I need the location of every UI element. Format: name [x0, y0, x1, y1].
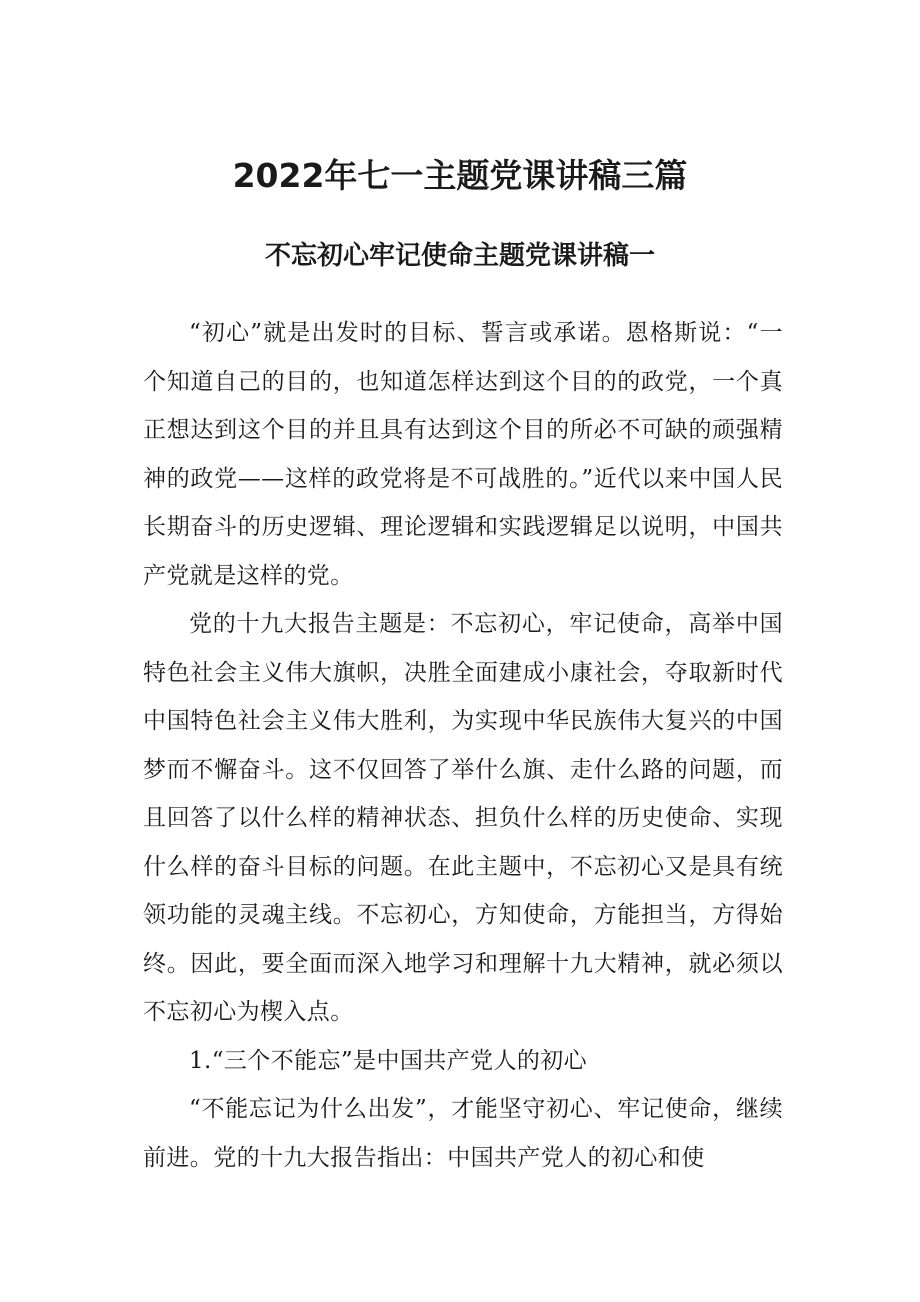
section-heading-three-musts: 1.“三个不能忘”是中国共产党人的初心	[189, 1047, 588, 1074]
document-title: 2022年七一主题党课讲稿三篇	[232, 156, 688, 195]
paragraph-19th-congress-theme: 党的十九大报告主题是：不忘初心，牢记使命，高举中国特色社会主义伟大旗帜，决胜全面建成小康社会，夺取新时代中国特色社会主义伟大胜利，为实现中华民族伟大复兴的中国梦而不懈奋斗。这不仅回答了举什么旗、走什么路的问题，而且回答了以什么样的精神状态、担负什么样的历史使命、实现什么样的奋斗目标的问题。在此主题中，不忘初心又是具有统领功能的灵魂主线。不忘初心，方知使命，方能担当，方得始终。因此，要全面而深入地学习和理解十九大精神，就必须以不忘初心为楔入点。	[143, 611, 783, 1025]
paragraph-why-we-set-out: “不能忘记为什么出发”，才能坚守初心、牢记使命，继续前进。党的十九大报告指出：中国共产党人的初心和使	[143, 1096, 783, 1171]
paragraph-definition-of-original-aspiration: “初心”就是出发时的目标、誓言或承诺。恩格斯说：“一个知道自己的目的，也知道怎样达到这个目的的政党，一个真正想达到这个目的并且具有达到这个目的所必不可缺的顽强精神的政党——这样的政党将是不可战胜的。”近代以来中国人民长期奋斗的历史逻辑、理论逻辑和实践逻辑足以说明，中国共产党就是这样的党。	[143, 320, 783, 589]
document-body	[143, 309, 783, 1182]
document-subtitle: 不忘初心牢记使命主题党课讲稿一	[264, 241, 655, 271]
